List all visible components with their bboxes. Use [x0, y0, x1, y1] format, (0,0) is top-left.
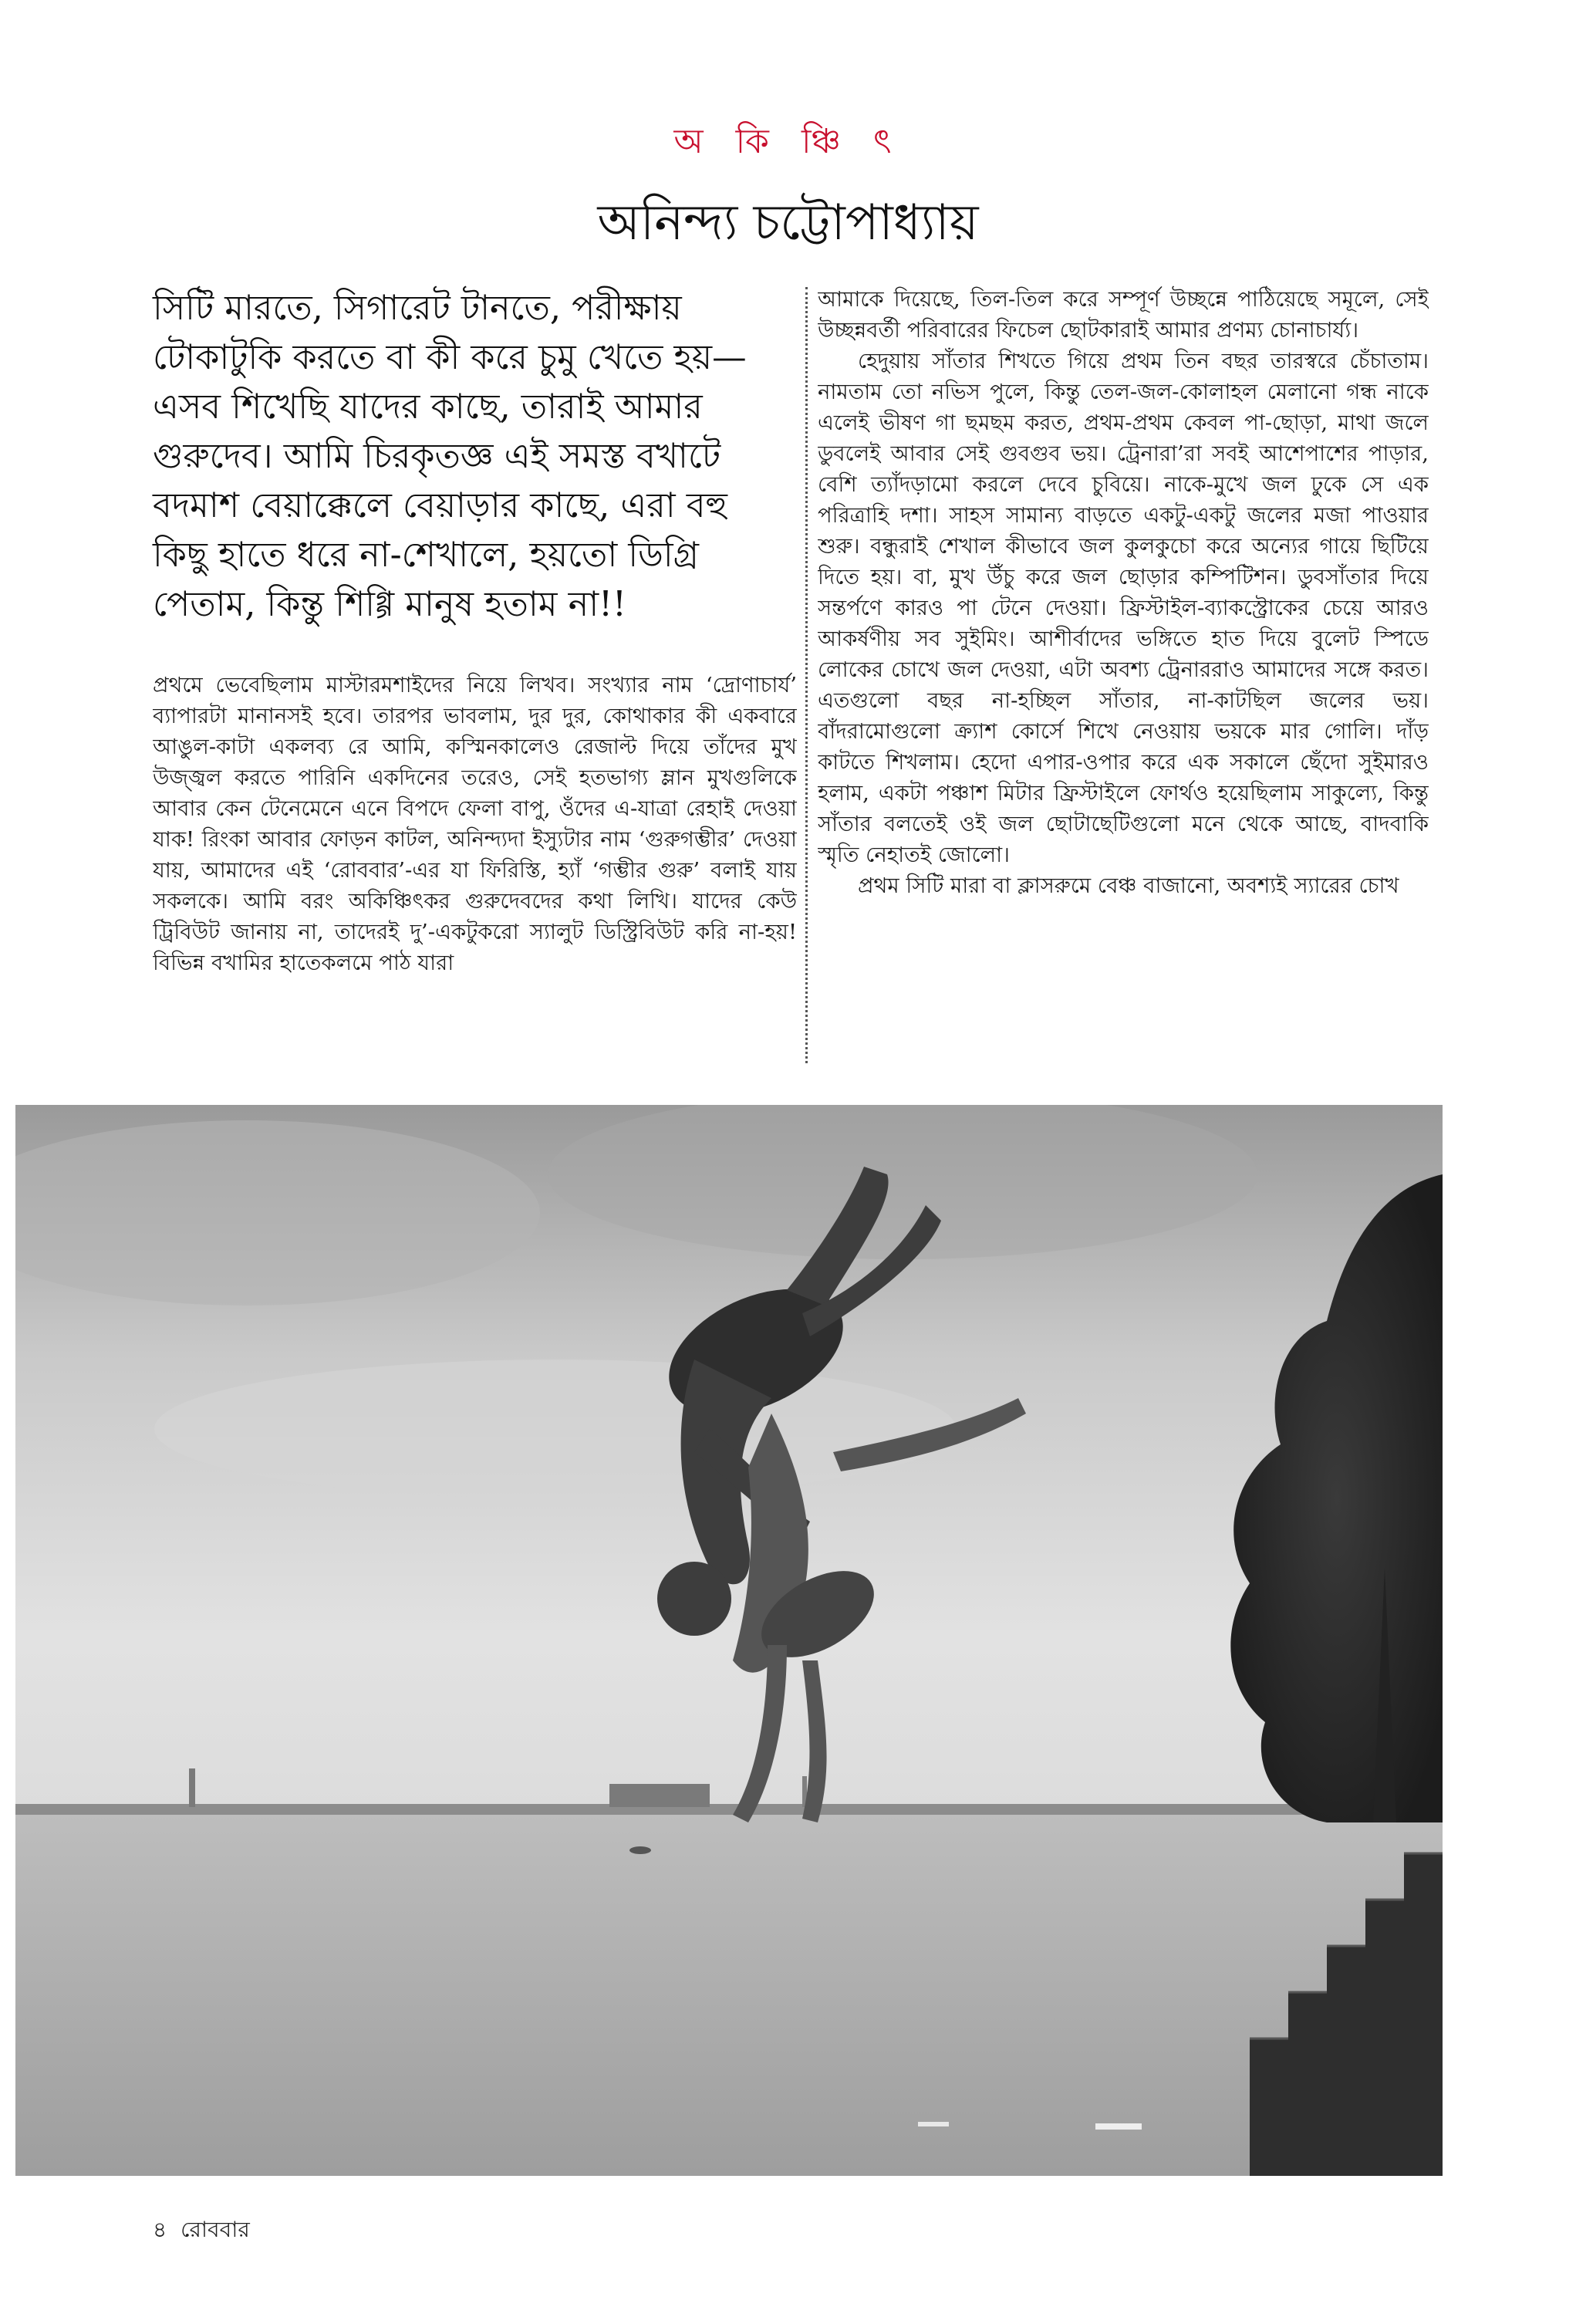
- body-column-right: [818, 284, 1429, 1071]
- body-paragraph: আমাকে দিয়েছে, তিল-তিল করে সম্পূর্ণ উচ্ছন্নে পাঠিয়েছে সমূলে, সেই উচ্ছন্নবর্তী পরিবারের ফিচেল ছোটকারাই আমার প্রণম্য চোনাচার্য্য।: [818, 287, 1429, 343]
- body-column-left: [153, 670, 797, 1071]
- photo-boys-diving-into-river: [15, 1105, 1443, 2176]
- author-name: অনিন্দ্য চট্টোপাধ্যায়: [597, 194, 979, 252]
- floating-debris: [918, 2122, 949, 2126]
- cloud: [154, 1360, 957, 1498]
- column-divider: [805, 287, 808, 1063]
- river-water: [15, 1815, 1443, 2176]
- body-paragraph: প্রথমে ভেবেছিলাম মাস্টারমশাইদের নিয়ে লিখব। সংখ্যার নাম ‘দ্রোণাচার্য’ ব্যাপারটা মানানসই হবে। তারপর ভাবলাম, দুর দুর, কোথাকার কী একবারে আঙুল-কাটা একলব্য রে আমি, কস্মিনকালেও রেজাল্ট দিয়ে তাঁদের মুখ উজ্জ্বল করতে পারিনি একদিনের তরেও, সেই হতভাগ্য ম্লান মুখগুলিকে আবার কেন টেনেমেনে এনে বিপদে ফেলা বাপু, ওঁদের এ-যাত্রা রেহাই দেওয়া যাক! রিংকা আবার ফোড়ন কাটল, অনিন্দ্যদা ইস্যুটার নাম ‘গুরুগম্ভীর’ দেওয়া যায়, আমাদের এই ‘রোববার’-এর যা ফিরিস্তি, হ্যাঁ ‘গম্ভীর গুরু’ বলাই যায় সকলকে। আমি বরং অকিঞ্চিৎকর গুরুদেবদের কথা লিখি। যাদের কেউ ট্রিবিউট জানায় না, তাদেরই দু’-একটুকরো স্যালুট ডিস্ট্রিবিউট করি না-হয়! বিভিন্ন বখামির হাতেকলমে পাঠ যারা: [153, 673, 797, 975]
- photo-illustration: [15, 1105, 1443, 2176]
- magazine-name: রোববার: [181, 2217, 250, 2242]
- page-number: ৪: [153, 2217, 167, 2242]
- body-paragraph: প্রথম সিটি মারা বা ক্লাসরুমে বেঞ্চ বাজানো, অবশ্যই স্যারের চোখ: [858, 873, 1399, 898]
- body-paragraph: হেদুয়ায় সাঁতার শিখতে গিয়ে প্রথম তিন বছর তারস্বরে চেঁচাতাম। নামতাম তো নভিস পুলে, কিন্তু তেল-জল-কোলাহল মেলানো গন্ধ নাকে এলেই ভীষণ গা ছমছম করত, প্রথম-প্রথম কেবল পা-ছোড়া, মাথা জলে ডুবলেই আবার সেই গুবগুব ভয়। ট্রেনারা’রা সবই আশেপাশের পাড়ার, বেশি ত্যাঁদড়ামো করলে দেবে চুবিয়ে। নাকে-মুখে জল ঢুকে সে এক পরিত্রাহি দশা। সাহস সামান্য বাড়তে একটু-একটু জলের মজা পাওয়ার শুরু। বন্ধুরাই শেখাল কীভাবে জল কুলকুচো করে অন্যের গায়ে ছিটিয়ে দিতে হয়। বা, মুখ উঁচু করে জল ছোড়ার কম্পিটিশন। ডুবসাঁতার দিয়ে সন্তর্পণে কারও পা টেনে দেওয়া। ফ্রিস্টাইল-ব্যাকস্ট্রোকের চেয়ে আরও আকর্ষণীয় সব সুইমিং। আশীর্বাদের ভঙ্গিতে হাত দিয়ে বুলেট স্পিডে লোকের চোখে জল দেওয়া, এটা অবশ্য ট্রেনাররাও আমাদের সঙ্গে করত। এতগুলো বছর না-হচ্ছিল সাঁতার, না-কাটছিল জলের ভয়। বাঁদরামোগুলো ক্র্যাশ কোর্সে শিখে নেওয়ায় ভয়কে মার গোলি। দাঁড় কাটতে শিখলাম। হেদো এপার-ওপার করে এক সকালে ছেঁদো সুইমারও হলাম, একটা পঞ্চাশ মিটার ফ্রিস্টাইলে ফোর্থও হয়েছিলাম সাকুল্যে, কিন্তু সাঁতার বলতেই ওই জল ছোটাছেটিগুলো মনে থেকে আছে, বাদবাকি স্মৃতি নেহাতই জোলো।: [818, 349, 1429, 867]
- factory-building: [609, 1784, 710, 1807]
- section-kicker: অ কি ঞ্চি ৎ: [673, 122, 903, 161]
- pull-quote: সিটি মারতে, সিগারেট টানতে, পরীক্ষায় টোকাটুকি করতে বা কী করে চুমু খেতে হয়—এসব শিখেছি যাদের কাছে, তারাই আমার গুরুদেব। আমি চিরকৃতজ্ঞ এই সমস্ত বখাটে বদমাশ বেয়াক্কেলে বেয়াড়ার কাছে, এরা বহু কিছু হাতে ধরে না-শেখালে, হয়তো ডিগ্রি পেতাম, কিন্তু শিগ্গি মানুষ হতাম না!!: [153, 289, 747, 624]
- page-footer: [153, 2213, 250, 2249]
- boat: [629, 1846, 651, 1854]
- far-shore: [15, 1804, 1443, 1816]
- floating-debris: [1095, 2123, 1142, 2130]
- chimney: [189, 1768, 195, 1807]
